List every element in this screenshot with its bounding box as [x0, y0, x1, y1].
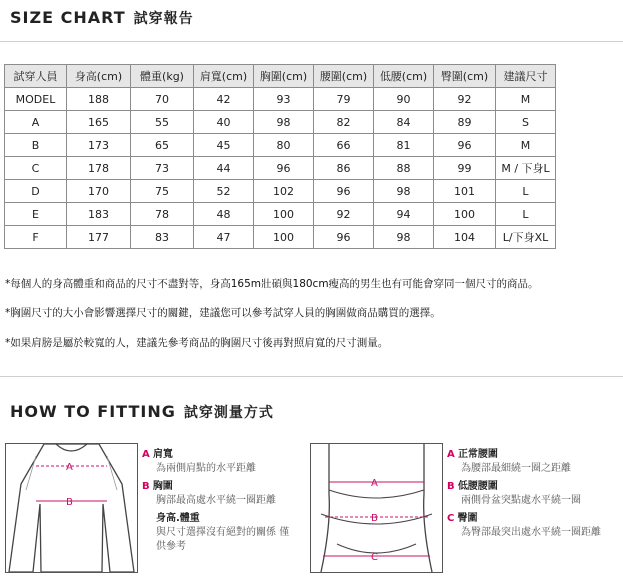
shirt-marker-a: A	[66, 462, 73, 473]
table-cell: 66	[314, 134, 374, 157]
size-chart-title	[10, 8, 194, 28]
table-cell: 78	[131, 203, 194, 226]
table-cell: M	[496, 134, 556, 157]
table-cell: C	[5, 157, 67, 180]
table-cell: E	[5, 203, 67, 226]
table-cell: 173	[67, 134, 131, 157]
table-row	[5, 180, 556, 203]
top-divider	[0, 41, 623, 42]
table-cell: 73	[131, 157, 194, 180]
table-cell: 83	[131, 226, 194, 249]
table-cell: 104	[434, 226, 496, 249]
table-cell: 40	[194, 111, 254, 134]
table-cell: 100	[254, 203, 314, 226]
column-header: 體重(kg)	[131, 65, 194, 88]
column-header: 腰圍(cm)	[314, 65, 374, 88]
table-row	[5, 88, 556, 111]
legend-item: B 胸圍 胸部最高處水平繞一圈距離	[142, 481, 276, 506]
table-cell: 98	[254, 111, 314, 134]
table-cell: 96	[434, 134, 496, 157]
column-header: 肩寬(cm)	[194, 65, 254, 88]
column-header: 胸圍(cm)	[254, 65, 314, 88]
table-cell: F	[5, 226, 67, 249]
column-header: 低腰(cm)	[374, 65, 434, 88]
table-cell: 52	[194, 180, 254, 203]
table-cell: A	[5, 111, 67, 134]
table-cell: 86	[314, 157, 374, 180]
table-cell: 188	[67, 88, 131, 111]
size-chart-title-zh: 試穿報告	[133, 11, 194, 27]
table-cell: 183	[67, 203, 131, 226]
note-3: *如果肩膀是屬於較寬的人，建議先參考商品的胸圍尺寸後再對照肩寬的尺寸測量。	[5, 337, 389, 349]
table-cell: 84	[374, 111, 434, 134]
table-cell: 90	[374, 88, 434, 111]
table-cell: L	[496, 203, 556, 226]
fitting-title-zh: 試穿測量方式	[183, 405, 274, 421]
top-legend	[142, 448, 292, 554]
table-cell: 96	[254, 157, 314, 180]
table-cell: 65	[131, 134, 194, 157]
pants-marker-b: B	[371, 513, 378, 524]
table-cell: 70	[131, 88, 194, 111]
legend-item: C 臀圍 為臀部最突出處水平繞一圈距離	[447, 513, 601, 538]
table-cell: 55	[131, 111, 194, 134]
table-header-row	[5, 65, 556, 88]
table-cell: 92	[434, 88, 496, 111]
middle-divider	[0, 376, 623, 377]
table-cell: 102	[254, 180, 314, 203]
table-cell: 100	[434, 203, 496, 226]
table-cell: 79	[314, 88, 374, 111]
table-cell: 100	[254, 226, 314, 249]
note-2: *胸圍尺寸的大小會影響選擇尺寸的關鍵，建議您可以參考試穿人員的胸圍做商品購買的選擇。	[5, 307, 441, 319]
table-row	[5, 203, 556, 226]
table-cell: 170	[67, 180, 131, 203]
table-cell: 42	[194, 88, 254, 111]
table-cell: 177	[67, 226, 131, 249]
table-cell: 81	[374, 134, 434, 157]
size-chart-title-en: SIZE CHART	[10, 8, 126, 27]
fitting-title	[10, 402, 274, 422]
shirt-marker-b: B	[66, 497, 73, 508]
table-cell: 165	[67, 111, 131, 134]
table-cell: 98	[374, 180, 434, 203]
pants-marker-c: C	[371, 552, 378, 563]
table-cell: B	[5, 134, 67, 157]
legend-item: A 肩寬 為兩側肩點的水平距離	[142, 449, 256, 474]
table-cell: 48	[194, 203, 254, 226]
column-header: 建議尺寸	[496, 65, 556, 88]
table-cell: M	[496, 88, 556, 111]
table-cell: 101	[434, 180, 496, 203]
table-cell: 99	[434, 157, 496, 180]
table-row	[5, 134, 556, 157]
table-cell: 88	[374, 157, 434, 180]
pants-measure-figure	[310, 443, 443, 573]
note-1: *每個人的身高體重和商品的尺寸不盡對等，身高165m壯碩與180cm瘦高的男生也有可能會穿同一個尺寸的商品。	[5, 278, 539, 290]
table-cell: L	[496, 180, 556, 203]
fitting-title-en: HOW TO FITTING	[10, 402, 176, 421]
table-cell: 94	[374, 203, 434, 226]
table-row	[5, 111, 556, 134]
table-cell: 80	[254, 134, 314, 157]
pants-diagram-icon	[311, 444, 442, 572]
bottom-legend	[447, 448, 601, 540]
table-cell: 44	[194, 157, 254, 180]
column-header: 臀圍(cm)	[434, 65, 496, 88]
table-cell: D	[5, 180, 67, 203]
table-cell: 89	[434, 111, 496, 134]
table-cell: S	[496, 111, 556, 134]
column-header: 試穿人員	[5, 65, 67, 88]
table-cell: 82	[314, 111, 374, 134]
table-cell: M / 下身L	[496, 157, 556, 180]
shirt-diagram-icon	[6, 444, 137, 572]
pants-marker-a: A	[371, 478, 378, 489]
legend-item: A 正常腰圍 為腰部最細繞一圈之距離	[447, 449, 571, 474]
column-header: 身高(cm)	[67, 65, 131, 88]
table-row	[5, 226, 556, 249]
table-cell: 96	[314, 226, 374, 249]
table-cell: 45	[194, 134, 254, 157]
table-cell: 92	[314, 203, 374, 226]
table-cell: 47	[194, 226, 254, 249]
table-cell: 93	[254, 88, 314, 111]
table-cell: 178	[67, 157, 131, 180]
legend-item: 身高.體重 與尺寸選擇沒有絕對的關係 僅供參考	[156, 513, 290, 552]
size-table	[4, 64, 556, 249]
table-cell: 96	[314, 180, 374, 203]
top-measure-figure	[5, 443, 138, 573]
table-cell: 98	[374, 226, 434, 249]
table-cell: MODEL	[5, 88, 67, 111]
table-cell: L/下身XL	[496, 226, 556, 249]
table-row	[5, 157, 556, 180]
table-cell: 75	[131, 180, 194, 203]
legend-item: B 低腰腰圍 兩側骨盆突點處水平繞一圈	[447, 481, 581, 506]
